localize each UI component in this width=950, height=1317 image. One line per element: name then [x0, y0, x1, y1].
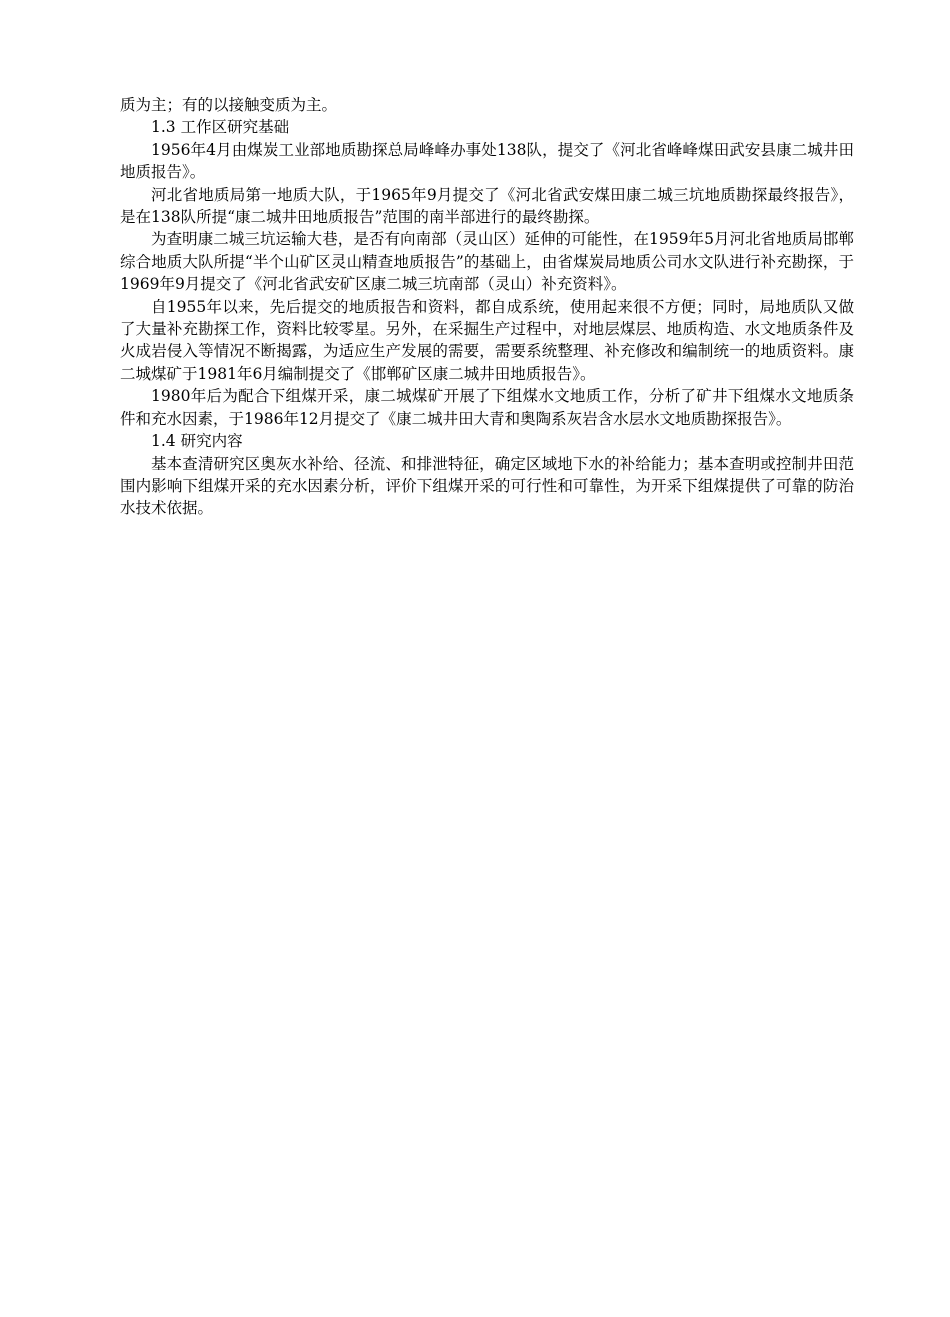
document-body [120, 94, 854, 520]
paragraph-research-content: 基本查清研究区奥灰水补给、径流、和排泄特征，确定区域地下水的补给能力；基本查明或控制井田范围内影响下组煤开采的充水因素分析，评价下组煤开采的可行性和可靠性，为开采下组煤提供了可靠的防治水技术依据。 [120, 454, 854, 518]
section-heading-1-4: 1.4 研究内容 [151, 432, 243, 451]
paragraph-1956-report: 1956年4月由煤炭工业部地质勘探总局峰峰办事处138队，提交了《河北省峰峰煤田武安县康二城井田地质报告》。 [120, 140, 854, 182]
section-heading-1-3: 1.3 工作区研究基础 [151, 118, 290, 137]
paragraph-1965-report: 河北省地质局第一地质大队，于1965年9月提交了《河北省武安煤田康二城三坑地质勘探最终报告》，是在138队所提“康二城井田地质报告”范围的南半部进行的最终勘探。 [120, 185, 854, 227]
paragraph-continuation: 质为主；有的以接触变质为主。 [120, 96, 338, 114]
paragraph-1986-report: 1980年后为配合下组煤开采，康二城煤矿开展了下组煤水文地质工作，分析了矿井下组煤水文地质条件和充水因素，于1986年12月提交了《康二城井田大青和奥陶系灰岩含水层水文地质勘探报告》。 [120, 387, 854, 428]
paragraph-1981-report: 自1955年以来，先后提交的地质报告和资料，都自成系统，使用起来很不方便；同时，局地质队又做了大量补充勘探工作，资料比较零星。另外，在采掘生产过程中，对地层煤层、地质构造、水文地质条件及火成岩侵入等情况不断揭露，为适应生产发展的需要，需要系统整理、补充修改和编制统一的地质资料。康二城煤矿于1981年6月编制提交了《邯郸矿区康二城井田地质报告》。 [120, 297, 854, 383]
paragraph-1969-report: 为查明康二城三坑运输大巷，是否有向南部（灵山区）延伸的可能性，在1959年5月河北省地质局邯郸综合地质大队所提“半个山矿区灵山精查地质报告”的基础上，由省煤炭局地质公司水文队进行补充勘探，于1969年9月提交了《河北省武安矿区康二城三坑南部（灵山）补充资料》。 [120, 230, 854, 294]
